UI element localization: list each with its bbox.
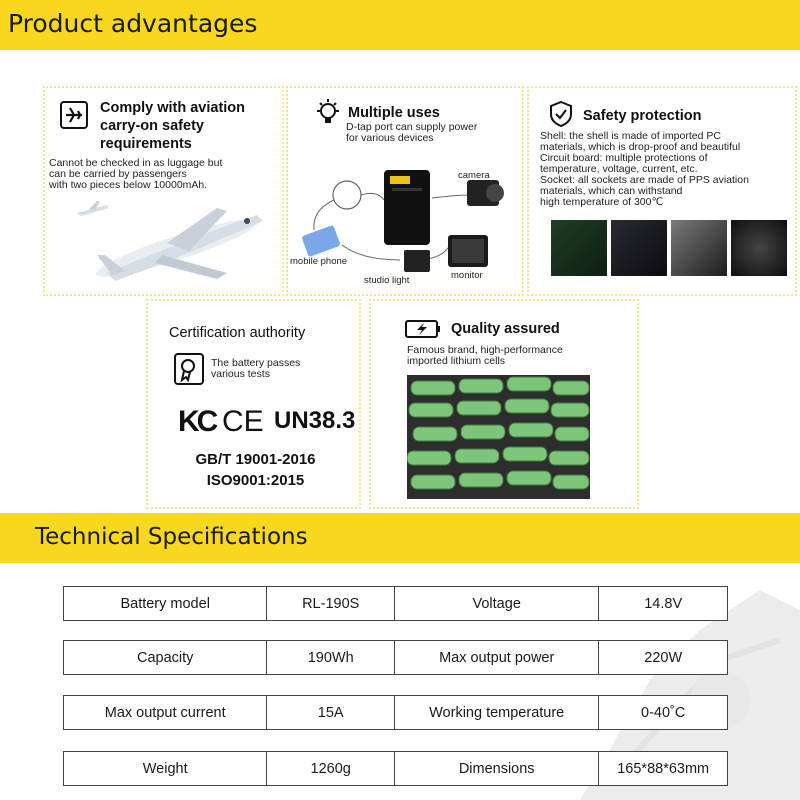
cert-text: The battery passes various tests bbox=[211, 357, 301, 380]
spec-label: Max output power bbox=[395, 641, 599, 674]
spec-label: Battery model bbox=[64, 587, 267, 620]
gb-standard: GB/T 19001-2016 bbox=[195, 451, 316, 468]
spec-value: 14.8V bbox=[644, 595, 683, 612]
spec-value: 1260g bbox=[267, 752, 395, 785]
cert-title: Certification authority bbox=[169, 325, 306, 341]
specs-banner bbox=[0, 513, 800, 563]
iso-standard: ISO9001:2015 bbox=[206, 472, 305, 489]
certificate-icon bbox=[174, 353, 204, 385]
quality-text: Famous brand, high-performance imported lithium cells bbox=[407, 344, 563, 367]
un38-logo: UN38.3 bbox=[274, 407, 356, 434]
cert-logos bbox=[178, 405, 356, 445]
spec-value: RL-190S bbox=[267, 587, 395, 620]
kc-logo: KC bbox=[178, 405, 216, 438]
spec-label: Max output current bbox=[64, 696, 267, 729]
advantages-banner bbox=[0, 0, 800, 50]
battery-shell-photo bbox=[611, 220, 667, 276]
label-studio-light: studio light bbox=[364, 275, 410, 286]
battery-charge-icon bbox=[405, 320, 441, 338]
spec-label: Voltage bbox=[395, 587, 599, 620]
uses-title: Multiple uses bbox=[348, 105, 440, 121]
spec-row bbox=[63, 586, 728, 621]
spec-value: 15A bbox=[267, 696, 395, 729]
quality-title: Quality assured bbox=[451, 321, 560, 337]
pps-material-photo bbox=[731, 220, 787, 276]
spec-label: Weight bbox=[64, 752, 267, 785]
shield-icon bbox=[549, 100, 573, 128]
advantages-heading: Product advantages bbox=[8, 9, 258, 38]
label-mobile-phone: mobile phone bbox=[290, 256, 348, 267]
lightbulb-icon bbox=[314, 98, 342, 128]
airplane-icon bbox=[60, 101, 88, 129]
aviation-card bbox=[43, 86, 284, 296]
spec-value: 165*88*63mm bbox=[617, 760, 710, 777]
quality-card bbox=[369, 299, 639, 509]
spec-value: 0-40˚C bbox=[641, 704, 686, 721]
spec-row bbox=[63, 695, 728, 730]
spec-row bbox=[63, 751, 728, 786]
circuit-board-photo bbox=[551, 220, 607, 276]
specs-heading: Technical Specifications bbox=[35, 524, 308, 550]
spec-label: Working temperature bbox=[395, 696, 599, 729]
pc-material-photo bbox=[671, 220, 727, 276]
label-monitor: monitor bbox=[451, 270, 483, 281]
safety-text: Shell: the shell is made of imported PC materials, which is drop-proof and beautiful Circuit board: multiple protections of temperature, voltage, current, etc. Socket: all sockets are made of PPS aviation materials, which can withstand high temperature of 300℃ bbox=[540, 130, 749, 208]
safety-title: Safety protection bbox=[583, 108, 702, 124]
safety-card bbox=[527, 86, 797, 296]
spec-value: 190Wh bbox=[267, 641, 395, 674]
aviation-title: Comply with aviation carry-on safety requirements bbox=[100, 100, 246, 152]
spec-label: Dimensions bbox=[395, 752, 599, 785]
spec-label: Capacity bbox=[64, 641, 267, 674]
spec-row bbox=[63, 640, 728, 675]
multiple-uses-card bbox=[286, 86, 524, 296]
airplane-illustration bbox=[67, 193, 272, 288]
label-camera: camera bbox=[458, 170, 490, 181]
lithium-cells-photo bbox=[407, 375, 590, 499]
uses-text: D-tap port can supply power for various devices bbox=[346, 121, 478, 144]
certification-card bbox=[146, 299, 361, 509]
aviation-text: Cannot be checked in as luggage but can be carried by passengers with two pieces below 10000mAh. bbox=[49, 157, 223, 191]
spec-value: 220W bbox=[644, 649, 683, 666]
ce-logo: CE bbox=[222, 405, 264, 438]
